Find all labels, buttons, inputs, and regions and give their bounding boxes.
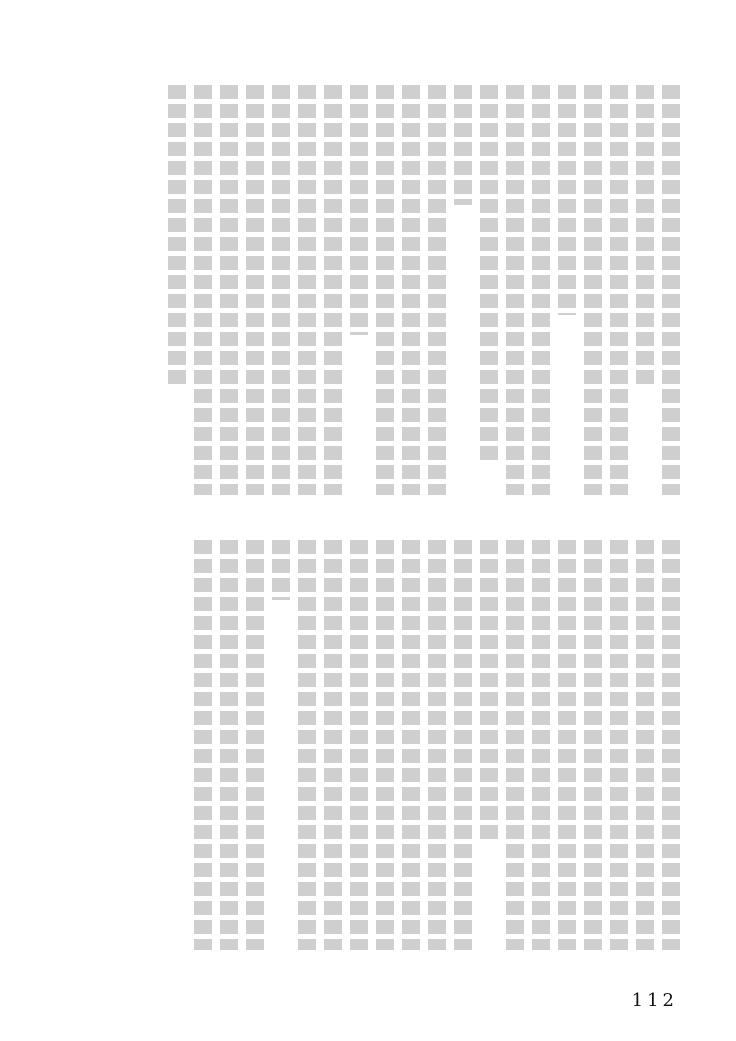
text-line-placeholder <box>532 85 550 495</box>
text-column-top <box>80 85 680 495</box>
text-line-placeholder <box>402 85 420 495</box>
text-line-placeholder <box>298 85 316 495</box>
page-number: 112 <box>631 990 678 1011</box>
text-line-placeholder <box>584 540 602 950</box>
text-line-placeholder <box>194 85 212 495</box>
text-line-placeholder <box>376 85 394 495</box>
text-line-placeholder <box>662 85 680 495</box>
text-line-placeholder <box>636 85 654 385</box>
text-line-placeholder <box>272 85 290 495</box>
text-line-placeholder <box>506 85 524 495</box>
text-line-placeholder <box>558 85 576 315</box>
text-line-placeholder <box>480 540 498 840</box>
text-line-placeholder <box>220 85 238 495</box>
text-line-placeholder <box>220 540 238 950</box>
text-line-placeholder <box>246 540 264 950</box>
text-line-placeholder <box>350 85 368 335</box>
text-column-bottom <box>80 540 680 945</box>
text-line-placeholder <box>610 540 628 950</box>
text-line-placeholder <box>402 540 420 950</box>
text-line-placeholder <box>298 540 316 950</box>
text-line-placeholder <box>558 540 576 950</box>
text-line-placeholder <box>636 540 654 950</box>
text-line-placeholder <box>454 85 472 205</box>
text-line-placeholder <box>194 540 212 950</box>
text-line-placeholder <box>428 85 446 495</box>
text-line-placeholder <box>272 540 290 600</box>
text-line-placeholder <box>454 540 472 950</box>
text-line-placeholder <box>506 540 524 950</box>
text-line-placeholder <box>168 85 186 385</box>
text-line-placeholder <box>610 85 628 495</box>
text-line-placeholder <box>324 540 342 950</box>
text-line-placeholder <box>584 85 602 495</box>
text-line-placeholder <box>428 540 446 950</box>
text-line-placeholder <box>376 540 394 950</box>
text-line-placeholder <box>246 85 264 495</box>
text-line-placeholder <box>532 540 550 950</box>
text-line-placeholder <box>480 85 498 465</box>
text-line-placeholder <box>350 540 368 950</box>
text-line-placeholder <box>662 540 680 950</box>
text-line-placeholder <box>324 85 342 495</box>
